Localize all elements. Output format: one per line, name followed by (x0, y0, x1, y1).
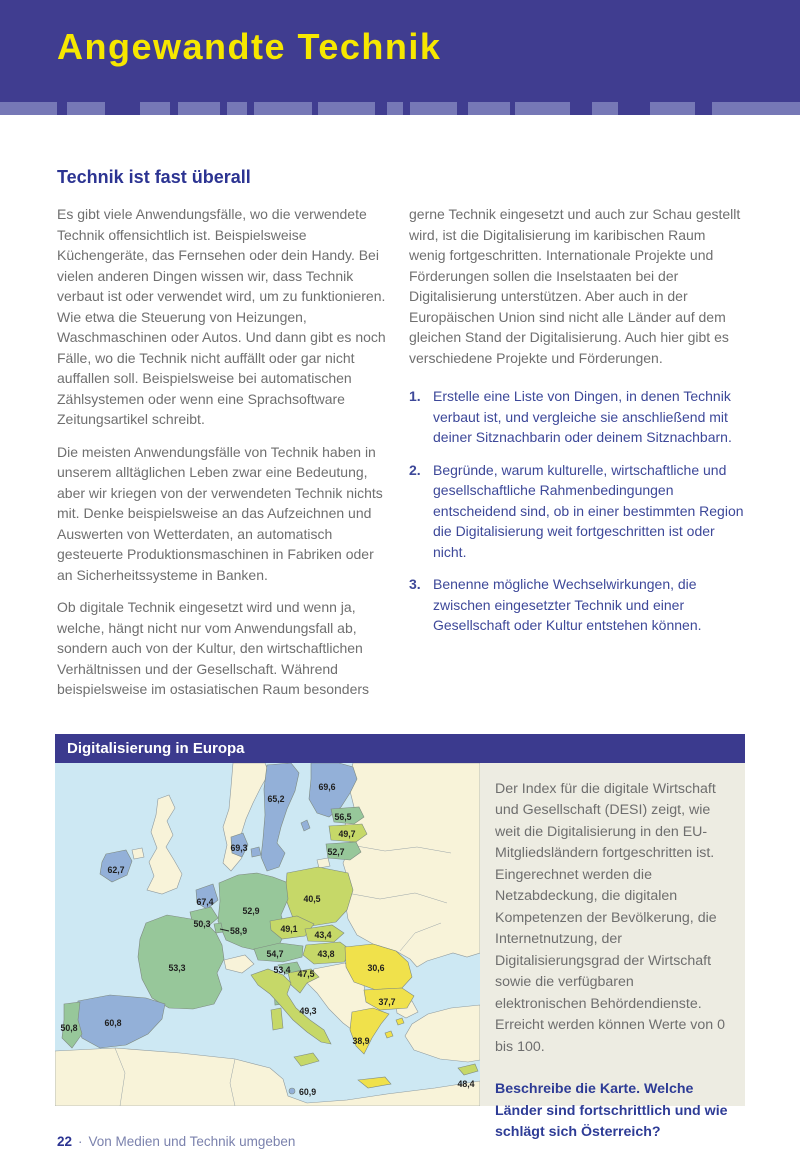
task-text: Benenne mögliche Wechselwirkungen, die zwischen eingesetzter Technik und einer Gesellschaft oder Kultur entstehen können. (433, 576, 702, 633)
infobox-title: Digitalisierung in Europa (55, 734, 745, 763)
infobox-digitalisierung (55, 734, 745, 1140)
chapter-header (0, 0, 800, 115)
map-value-label-slovenia: 53,4 (273, 964, 291, 975)
map-value-label-croatia: 47,5 (297, 968, 315, 979)
right-column (409, 204, 745, 712)
island-sardinia (271, 1008, 283, 1030)
map-question: Beschreibe die Karte. Welche Länder sind fortschrittlich und wie schlägt sich Österreich? (495, 1081, 728, 1140)
map-value-label-lithuania: 52,7 (327, 846, 345, 857)
map-value-label-greece: 38,9 (352, 1035, 370, 1046)
task-list (409, 386, 745, 636)
header-tab-pattern (0, 102, 800, 115)
map-value-label-malta: 60,9 (299, 1086, 317, 1097)
page-number: 22 (57, 1133, 73, 1149)
task-item (409, 386, 745, 448)
map-value-label-portugal: 50,8 (60, 1022, 78, 1033)
pattern-block (410, 102, 457, 115)
task-text: Erstelle eine Liste von Dingen, in denen Technik verbaut ist, und vergleiche sie anschließend mit deiner Sitznachbarin oder deinem Sitznachbarn. (433, 388, 732, 445)
task-number: 2. (409, 461, 421, 478)
pattern-block (254, 102, 312, 115)
country-malta (289, 1088, 295, 1094)
map-value-label-finland: 69,6 (318, 781, 336, 792)
task-item (409, 460, 745, 563)
two-column-text (57, 204, 745, 712)
map-value-label-poland: 40,5 (303, 893, 321, 904)
map-value-label-czechia: 49,1 (280, 923, 298, 934)
map-value-label-italy: 49,3 (299, 1005, 317, 1016)
desi-description: Der Index für die digitale Wirtschaft und Gesellschaft (DESI) zeigt, wie weit die Digitalisierung in den EU-Mitgliedsländern fortgeschritten ist. Eingerechnet werden die Netzabdeckung, die digitalen Kompetenzen der Bevölkerung, die Internetnutzung, der Digitalisierungsgrad der Wirtschaft sowie die verfügbaren elektronischen Behördendienste. Erreicht werden können Werte von 0 bis 100. (495, 780, 726, 1055)
map-value-label-latvia: 49,7 (338, 828, 356, 839)
task-text: Begründe, warum kulturelle, wirtschaftliche und gesellschaftliche Rahmenbedingungen entscheidend sind, ob in einer bestimmten Region die Digitalisierung weit fortgeschritten ist oder nicht. (433, 461, 744, 560)
map-value-label-belgium: 50,3 (193, 918, 211, 929)
map-value-label-germany: 52,9 (242, 905, 260, 916)
pattern-block (67, 102, 105, 115)
task-number: 3. (409, 576, 421, 592)
page-content (0, 167, 800, 712)
map-value-label-estonia: 56,5 (334, 811, 352, 822)
pattern-block (318, 102, 375, 115)
footer-separator: · (78, 1133, 83, 1149)
paragraph: gerne Technik eingesetzt und auch zur Schau gestellt wird, ist die Digitalisierung im karibischen Raum wenig fortgeschritten. Internationale Projekte und Förderungen sollen die Inselstaaten bei der Digitalisierung unterstützen. Aber auch in der Europäischen Union sind nicht alle Länder auf dem gleichen Stand der Digitalisierung. Auch hier gibt es verschiedene Projekte und Förderungen. (409, 206, 741, 366)
infobox-body (55, 763, 745, 1140)
pattern-block (712, 102, 800, 115)
infobox-text-panel (480, 763, 745, 1140)
pattern-block (178, 102, 220, 115)
map-value-label-netherlands: 67,4 (196, 896, 214, 907)
map-value-label-hungary: 43,8 (317, 948, 335, 959)
map-value-label-france: 53,3 (168, 962, 186, 973)
paragraph: Es gibt viele Anwendungsfälle, wo die verwendete Technik offensichtlich ist. Beispielsweise Küchengeräte, das Fernsehen oder dein Handy. Bei vielen anderen Dingen wissen wir, dass Technik verbaut ist oder verwendet wird, um zu funktionieren. Wie etwa die Steuerung von Heizungen, Waschmaschinen oder Autos. Und dann gibt es noch Fälle, wo die Technik nicht auffällt oder gar nicht auffallen soll. Beispielsweise bei automatischen Zählsystemen oder wenn eine Sprachsoftware Zeitungsartikel schreibt. (57, 206, 386, 427)
pattern-block (227, 102, 247, 115)
country-kaliningrad (317, 858, 330, 868)
map-value-label-bulgaria: 37,7 (378, 996, 396, 1007)
section-heading: Technik ist fast überall (57, 167, 251, 187)
pattern-block (140, 102, 170, 115)
pattern-block (650, 102, 695, 115)
map-value-label-romania: 30,6 (367, 962, 385, 973)
paragraph: Die meisten Anwendungsfälle von Technik haben in unserem alltäglichen Leben zwar eine Bedeutung, aber wir kriegen von der verwendeten Technik nichts mit. Denke beispielsweise an das Aufzeichnen und Auswerten von Wetterdaten, an automatisch gesteuerte Produktionsmaschinen in Fabriken oder an Sicherheitssysteme in Banken. (57, 443, 383, 583)
task-item (409, 574, 745, 636)
pattern-block (387, 102, 403, 115)
country-russia-belarus-ukraine (343, 763, 480, 967)
map-value-label-sweden: 65,2 (267, 793, 285, 804)
europe-map-container (55, 763, 480, 1106)
pattern-block (592, 102, 618, 115)
map-value-label-luxembourg: 58,9 (230, 925, 248, 936)
map-value-label-spain: 60,8 (104, 1017, 122, 1028)
map-value-label-slovakia: 43,4 (314, 929, 332, 940)
pattern-block (515, 102, 570, 115)
footer-chapter-text: Von Medien und Technik umgeben (88, 1133, 296, 1149)
map-value-label-austria: 54,7 (266, 948, 284, 959)
task-number: 1. (409, 388, 421, 404)
chapter-title: Angewandte Technik (57, 26, 442, 67)
pattern-block (0, 102, 57, 115)
paragraph: Ob digitale Technik eingesetzt wird und wenn ja, welche, hängt nicht nur vom Anwendungsfall ab, sondern auch von der Kultur, den wirtschaftlichen Verhältnissen und der Gesellschaft. Während beispielsweise im ostasiatischen Raum besonders (57, 599, 370, 697)
left-column (57, 204, 387, 712)
europe-desi-map (55, 763, 480, 1106)
country-northern-ireland (132, 848, 144, 859)
map-value-label-ireland: 62,7 (107, 864, 125, 875)
pattern-block (468, 102, 510, 115)
map-value-label-denmark: 69,3 (230, 842, 248, 853)
map-value-label-cyprus: 48,4 (457, 1078, 475, 1089)
